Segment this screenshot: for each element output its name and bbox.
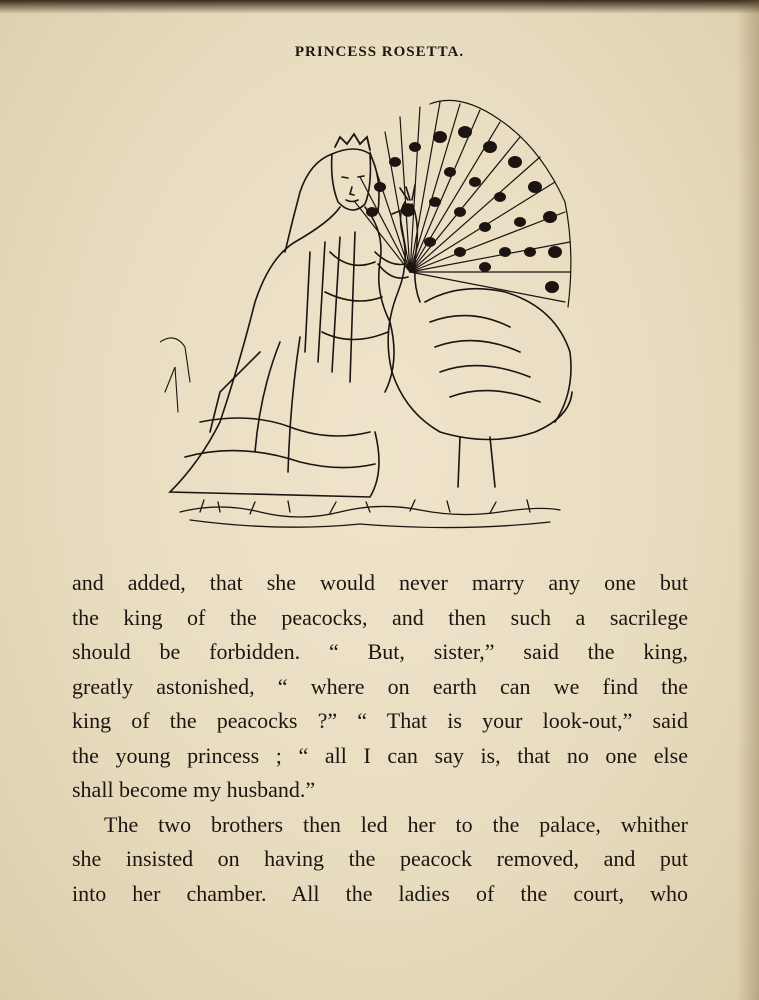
text-line: king of the peacocks ?” “ That is your look-out,” said	[72, 708, 688, 733]
text-line: the king of the peacocks, and then such a sacrilege	[72, 604, 688, 630]
princess-figure	[170, 134, 408, 497]
paragraph	[72, 808, 688, 912]
princess-peacock-illustration	[160, 92, 580, 542]
page-top-shadow	[0, 0, 759, 14]
page-edge-shading	[737, 0, 759, 1000]
text-line: she insisted on having the peacock removed, and put	[72, 846, 688, 871]
peacock-body	[388, 185, 572, 487]
body-text	[72, 566, 688, 911]
peacock-feather-eyes	[366, 126, 562, 293]
text-line: The two brothers then led her to the palace, whither	[104, 811, 688, 837]
grass-ground	[160, 338, 560, 528]
paragraph	[72, 566, 688, 808]
running-head: PRINCESS ROSETTA.	[294, 44, 465, 60]
text-line: the young princess ; “ all I can say is, that no one else	[72, 742, 688, 768]
text-line: and added, that she would never marry any one but	[72, 570, 688, 595]
text-line: shall become my husband.”	[72, 777, 316, 802]
text-line: into her chamber. All the ladies of the court, who	[72, 880, 688, 906]
text-line: greatly astonished, “ where on earth can we find the	[72, 673, 688, 699]
text-line: should be forbidden. “ But, sister,” said the king,	[72, 639, 688, 664]
